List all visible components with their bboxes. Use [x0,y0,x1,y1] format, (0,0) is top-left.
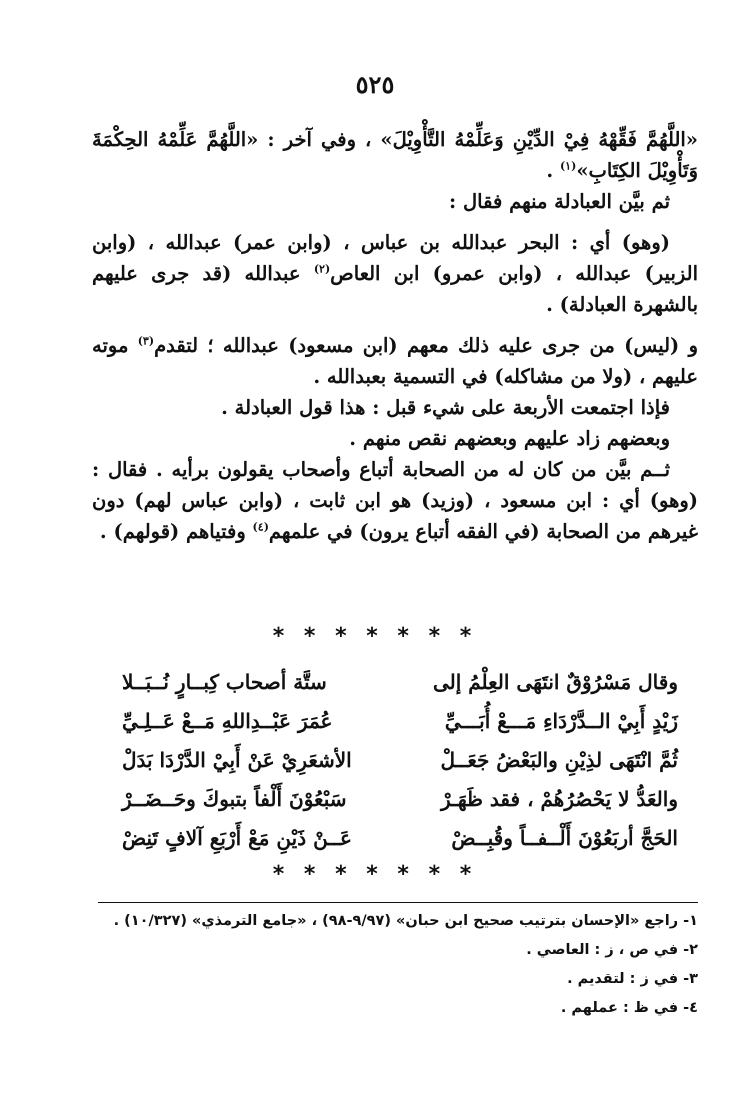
verse-first-half: زَيْدٍ أَبِيْ الــدَّرْدَاءِ مَـــعْ أُبَـــيِّ [444,708,678,733]
verse [122,662,678,701]
verse-first-half: وقال مَسْرُوْقٌ انتَهَى العِلْمُ إلى [432,669,678,694]
paragraph: و (ليس) من جرى عليه ذلك معهم (ابن مسعود) عبدالله ؛ لتقدم$^{(٣)}$ موته عليهم ، (ولا من مشاكله) في التسمية بعبدالله . [92,334,698,388]
verse [122,779,678,818]
verse-second-half: ستَّة أصحاب كِبــارٍ نُــبَــلا [122,669,327,694]
verse-first-half: الحَجَّ أربَعُوْنَ أَلْــفــاً وقُبِــضْ [451,825,678,850]
main-text [92,124,698,547]
footnote-ref: (٤) [252,520,269,534]
footnote-divider [98,902,698,903]
verse [122,701,678,740]
paragraph: (وهو) أي : البحر عبدالله بن عباس ، (وابن عمر) عبدالله ، (وابن الزبير) عبدالله ، (وابن عمرو) ابن العاص$^{(٢)}$ عبدالله (قد جرى عليهم بالشهرة العبادلة) . [92,231,698,316]
footnote: ٢- في ص ، ز : العاصي . [526,942,698,958]
verse-first-half: ثُمَّ انْتَهَى لذِيْنِ والبَعْضُ جَعَــلْ [440,747,678,772]
paragraph: فإذا اجتمعت الأربعة على شيء قبل : هذا قول العبادلة . [221,396,670,419]
footnote: ١- راجع «الإحسان بترتيب صحيح ابن حبان» (٩/٩٧-٩٨) ، «جامع الترمذي» (١٠/٣٢٧) . [113,913,698,929]
paragraph: وبعضهم زاد عليهم وبعضهم نقص منهم . [349,427,670,450]
paragraph: ثم بيَّن العبادلة منهم فقال : [449,190,670,213]
verse [122,818,678,857]
footnote-ref: (٢) [313,262,331,276]
verse-second-half: عُمَرَ عَبْــدِاللهِ مَــعْ عَــلِـيِّ [122,708,333,733]
page-number: ٥٢٥ [355,70,395,99]
verse-second-half: سَبْعُوْنَ أَلْفاً بتبوكَ وحَــضَــرْ [122,786,347,811]
footnotes [98,907,698,1023]
verse [122,740,678,779]
separator-stars: * * * * * * * [272,862,478,887]
footnote-ref: (١) [559,159,577,173]
paragraph: ثــم بيَّن من كان له من الصحابة أتباع وأصحاب يقولون برأيه . فقال : (وهو) أي : ابن مسعود ، (وزيد) هو ابن ثابت ، (وابن عباس لهم) دون غيرهم من الصحابة (في الفقه أتباع يرون) في علمهم$^{(٤)}$ وفتياهم (قولهم) . [92,458,698,543]
footnote: ٤- في ظ : عملهم . [560,1000,698,1016]
poem [122,662,678,857]
paragraph: «اللَّهُمَّ فَقِّهْهُ فِيْ الدِّيْنِ وَعَلِّمْهُ التَّأْوِيْلَ» ، وفي آخر : «اللَّهُمَّ عَلِّمْهُ الحِكْمَةَ وَتَأْوِيْلَ الكِتَابِ»$^{(١)}$ . [92,128,698,182]
footnote-ref: (٣) [137,334,155,348]
verse-second-half: عَــنْ ذَيْنِ مَعْ أَرْبَعِ آلافٍ تَنِضْ [122,825,352,850]
separator-stars: * * * * * * * [272,624,478,649]
footnote: ٣- في ز : لتقديم . [567,971,698,987]
verse-second-half: الأشعَرِيْ عَنْ أَبِيْ الدَّرْدَا بَدَلْ [122,747,352,772]
verse-first-half: والعَدُّ لا يَحْصُرُهُمْ ، فقد ظَهَـرْ [440,786,678,811]
